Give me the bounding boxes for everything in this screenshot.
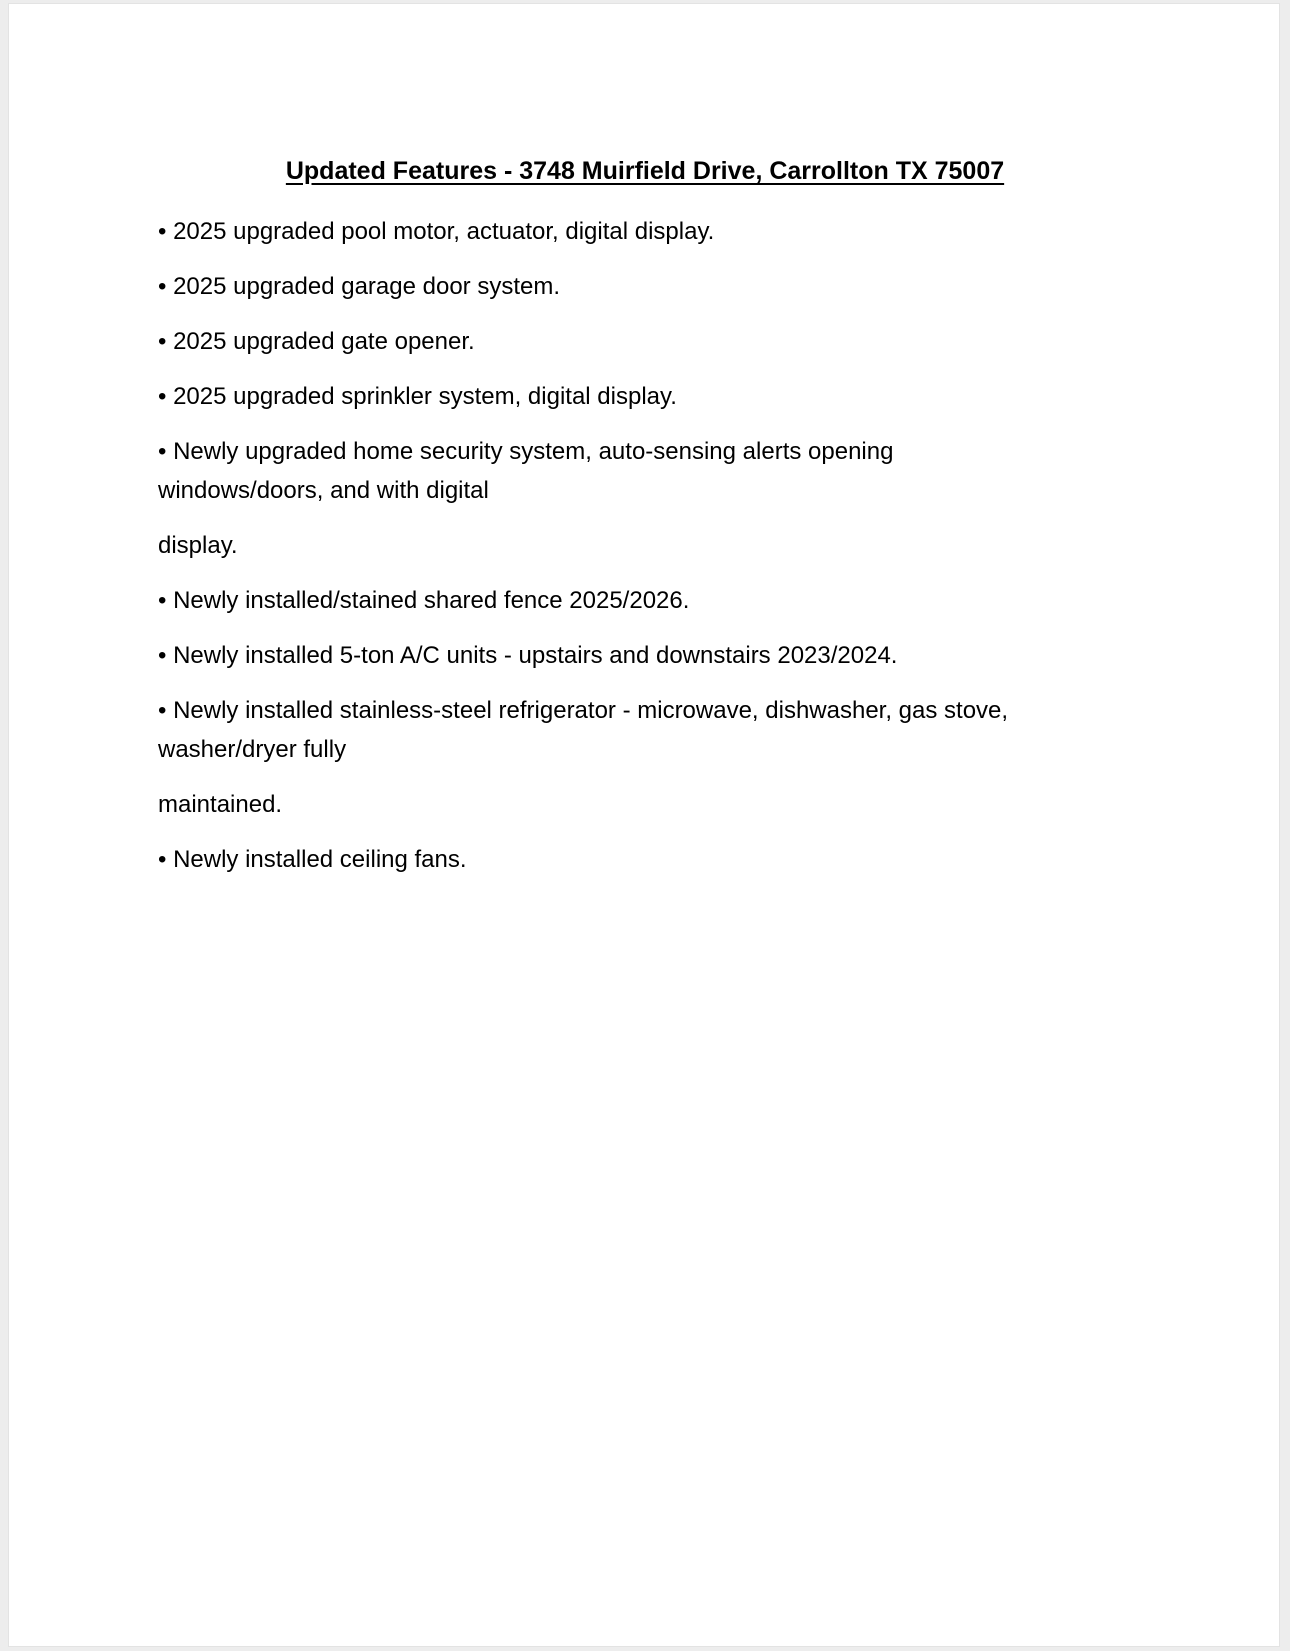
feature-item-appliances-continued: washer/dryer fully <box>158 736 347 763</box>
feature-item-garage: • 2025 upgraded garage door system. <box>158 273 560 300</box>
feature-item-ceiling-fans: • Newly installed ceiling fans. <box>158 846 467 873</box>
feature-item-security-end: display. <box>158 532 238 559</box>
document-title: Updated Features - 3748 Muirfield Drive, Carrollton TX 75007 <box>285 157 1005 185</box>
feature-item-appliances-end: maintained. <box>158 791 283 818</box>
document-page <box>8 3 1280 1647</box>
feature-item-ac: • Newly installed 5-ton A/C units - upstairs and downstairs 2023/2024. <box>158 642 898 669</box>
feature-item-security: • Newly upgraded home security system, auto-sensing alerts opening <box>158 438 894 465</box>
feature-item-pool: • 2025 upgraded pool motor, actuator, digital display. <box>158 218 715 245</box>
feature-item-fence: • Newly installed/stained shared fence 2025/2026. <box>158 587 690 614</box>
feature-item-gate: • 2025 upgraded gate opener. <box>158 328 475 355</box>
feature-item-security-continued: windows/doors, and with digital <box>158 477 489 504</box>
feature-item-sprinkler: • 2025 upgraded sprinkler system, digital display. <box>158 383 677 410</box>
feature-item-appliances: • Newly installed stainless-steel refrigerator - microwave, dishwasher, gas stove, <box>158 697 1009 724</box>
